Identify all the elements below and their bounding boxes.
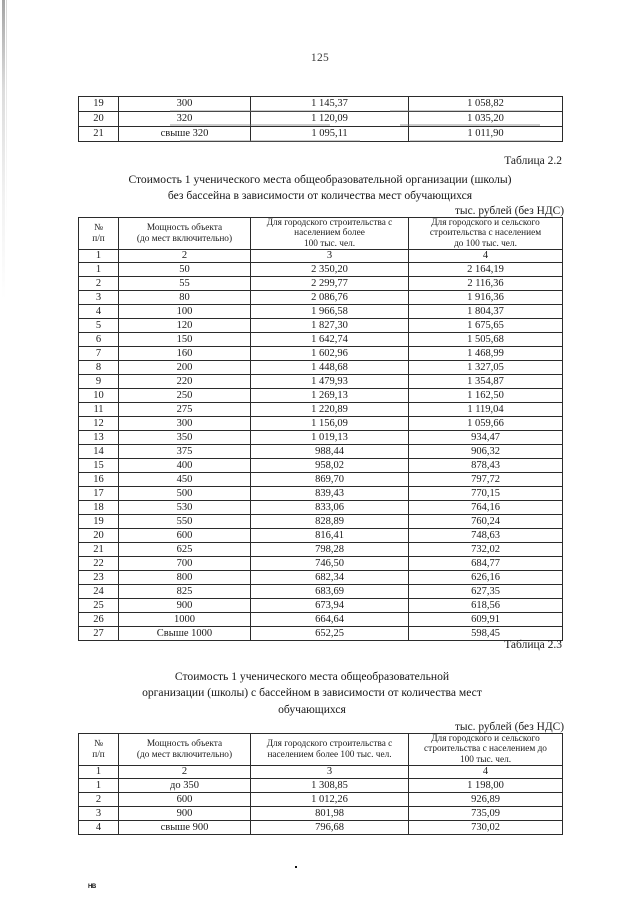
cell-power: 160 [119, 347, 251, 361]
table-23-body [79, 779, 563, 835]
cell-num: 11 [79, 403, 119, 417]
cell-city: 1 012,26 [251, 793, 409, 807]
continued-table [78, 96, 563, 142]
table-row [79, 793, 563, 807]
table-22-head [79, 218, 563, 263]
cell-num: 19 [79, 97, 119, 112]
cell-rural: 934,47 [409, 431, 563, 445]
cell-rural: 1 119,04 [409, 403, 563, 417]
cell-num: 14 [79, 445, 119, 459]
cell-city: 1 448,68 [251, 361, 409, 375]
cell-num: 8 [79, 361, 119, 375]
table-row [79, 821, 563, 835]
cell-num: 10 [79, 389, 119, 403]
cell-city: 1 642,74 [251, 333, 409, 347]
table-row [79, 473, 563, 487]
cell-num: 7 [79, 347, 119, 361]
cell-num: 25 [79, 599, 119, 613]
header-rural-line2: строительства с населением до [424, 744, 547, 755]
cell-num: 24 [79, 585, 119, 599]
table-row [79, 613, 563, 627]
cell-num: 22 [79, 557, 119, 571]
cell-power: 1000 [119, 613, 251, 627]
cell-num: 21 [79, 543, 119, 557]
colnum-1: 1 [79, 250, 119, 263]
cell-num: 15 [79, 459, 119, 473]
table-22 [78, 217, 563, 641]
cell-rural: 2 116,36 [409, 277, 563, 291]
cell-rural: 906,32 [409, 445, 563, 459]
table-row [79, 277, 563, 291]
continued-table-body [79, 97, 563, 142]
cell-power: 350 [119, 431, 251, 445]
cell-city: 839,43 [251, 487, 409, 501]
cell-rural: 1 675,65 [409, 319, 563, 333]
cell-city: 1 966,58 [251, 305, 409, 319]
cell-rural: 1 804,37 [409, 305, 563, 319]
cell-num: 4 [79, 821, 119, 835]
table-23-title-line3: обучающихся [278, 702, 346, 716]
header-rural-line3: до 100 тыс. чел. [454, 238, 517, 249]
table-row [79, 571, 563, 585]
table-23-title-line1: Стоимость 1 ученического места общеобразовательной [174, 670, 450, 683]
cell-rural: 1 035,20 [409, 112, 563, 127]
cell-city: 652,25 [251, 627, 409, 641]
cell-rural: 609,91 [409, 613, 563, 627]
cell-power: 300 [119, 417, 251, 431]
cell-rural: 1 058,82 [409, 97, 563, 112]
table-row [79, 127, 563, 142]
cell-rural: 1 198,00 [409, 779, 563, 793]
table-row [79, 459, 563, 473]
cell-city: 816,41 [251, 529, 409, 543]
colnum-4: 4 [409, 250, 563, 263]
cell-num: 5 [79, 319, 119, 333]
cell-rural: 1 468,99 [409, 347, 563, 361]
cell-num: 16 [79, 473, 119, 487]
cell-rural: 2 164,19 [409, 263, 563, 277]
cell-power: 900 [119, 807, 251, 821]
cell-power: 600 [119, 793, 251, 807]
cell-rural: 797,72 [409, 473, 563, 487]
table-header-row [79, 218, 563, 250]
header-num-line2: п/п [92, 233, 105, 244]
header-power [119, 734, 251, 766]
cell-power: 400 [119, 459, 251, 473]
cell-num: 2 [79, 277, 119, 291]
cell-rural: 878,43 [409, 459, 563, 473]
cell-num: 4 [79, 305, 119, 319]
table-row [79, 263, 563, 277]
header-num-line2: п/п [92, 749, 105, 760]
header-rural [409, 734, 563, 766]
table-row [79, 389, 563, 403]
header-num-line1: № [94, 739, 103, 750]
cell-city: 1 479,93 [251, 375, 409, 389]
table-22-body [79, 263, 563, 641]
cell-power: 150 [119, 333, 251, 347]
header-num-line1: № [94, 223, 103, 234]
cell-city: 682,34 [251, 571, 409, 585]
cell-rural: 1 011,90 [409, 127, 563, 142]
table-row [79, 487, 563, 501]
header-city [251, 218, 409, 250]
table-row [79, 807, 563, 821]
table-row [79, 347, 563, 361]
header-power-line1: Мощность объекта [146, 739, 223, 750]
cell-rural: 770,15 [409, 487, 563, 501]
cell-num: 23 [79, 571, 119, 585]
cell-power: 250 [119, 389, 251, 403]
table-row [79, 375, 563, 389]
cell-rural: 1 505,68 [409, 333, 563, 347]
cell-num: 12 [79, 417, 119, 431]
cell-rural: 684,77 [409, 557, 563, 571]
cell-num: 6 [79, 333, 119, 347]
cell-city: 833,06 [251, 501, 409, 515]
cell-rural: 1 354,87 [409, 375, 563, 389]
cell-num: 17 [79, 487, 119, 501]
colnum-2: 2 [119, 766, 251, 779]
cell-city: 1 602,96 [251, 347, 409, 361]
cell-rural: 1 059,66 [409, 417, 563, 431]
table-row [79, 305, 563, 319]
cell-power: 375 [119, 445, 251, 459]
header-rural-line2: строительства с населением [429, 228, 542, 239]
table-22-title-line1: Стоимость 1 ученического места общеобразовательной организации (школы) [128, 173, 512, 186]
table-row [79, 599, 563, 613]
footer-mark: НВ [88, 884, 96, 890]
table-row [79, 779, 563, 793]
header-power [119, 218, 251, 250]
table-22-title-line2: без бассейна в зависимости от количества мест обучающихся [167, 189, 473, 203]
cell-power: свыше 900 [119, 821, 251, 835]
cell-power: до 350 [119, 779, 251, 793]
header-city-line1: Для городского строительства с [266, 218, 393, 228]
table-row [79, 291, 563, 305]
scan-edge-artifact-secondary [6, 0, 7, 235]
cell-rural: 764,16 [409, 501, 563, 515]
cell-city: 1 827,30 [251, 319, 409, 333]
cell-power: 550 [119, 515, 251, 529]
header-city-line3: 100 тыс. чел. [303, 238, 356, 249]
cell-power: 600 [119, 529, 251, 543]
cell-power: 55 [119, 277, 251, 291]
cell-num: 18 [79, 501, 119, 515]
cell-power: 275 [119, 403, 251, 417]
cell-city: 798,28 [251, 543, 409, 557]
cell-power: 825 [119, 585, 251, 599]
cell-city: 796,68 [251, 821, 409, 835]
table-row [79, 403, 563, 417]
cell-city: 1 145,37 [251, 97, 409, 112]
header-num [79, 218, 119, 250]
cell-num: 20 [79, 529, 119, 543]
cell-rural: 626,16 [409, 571, 563, 585]
table-23-title-line2: организации (школы) с бассейном в зависимости от количества мест [142, 686, 482, 700]
cell-num: 1 [79, 263, 119, 277]
cell-num: 2 [79, 793, 119, 807]
cell-city: 2 086,76 [251, 291, 409, 305]
page-number: 125 [310, 52, 330, 64]
table-23 [78, 733, 563, 835]
scan-edge-artifact [2, 0, 5, 300]
cell-rural: 1 916,36 [409, 291, 563, 305]
cell-city: 801,98 [251, 807, 409, 821]
cell-city: 988,44 [251, 445, 409, 459]
table-row [79, 319, 563, 333]
cell-city: 958,02 [251, 459, 409, 473]
cell-num: 26 [79, 613, 119, 627]
cell-power: 450 [119, 473, 251, 487]
cell-power: 500 [119, 487, 251, 501]
cell-rural: 732,02 [409, 543, 563, 557]
cell-rural: 730,02 [409, 821, 563, 835]
cell-power: 120 [119, 319, 251, 333]
cell-num: 21 [79, 127, 119, 142]
table-23-title [58, 669, 566, 718]
table-column-number-row [79, 250, 563, 263]
table-23-head [79, 734, 563, 779]
colnum-2: 2 [119, 250, 251, 263]
table-row [79, 529, 563, 543]
header-city [251, 734, 409, 766]
cell-power: 100 [119, 305, 251, 319]
cell-city: 828,89 [251, 515, 409, 529]
header-power-line1: Мощность объекта [146, 223, 223, 234]
table-row [79, 97, 563, 112]
header-city-line1: Для городского строительства с [266, 739, 393, 750]
cell-rural: 748,63 [409, 529, 563, 543]
cell-power: Свыше 1000 [119, 627, 251, 641]
cell-power: 200 [119, 361, 251, 375]
header-num [79, 734, 119, 766]
table-row [79, 515, 563, 529]
cell-num: 9 [79, 375, 119, 389]
cell-city: 664,64 [251, 613, 409, 627]
cell-city: 1 095,11 [251, 127, 409, 142]
cell-num: 27 [79, 627, 119, 641]
table-row [79, 445, 563, 459]
table-row [79, 431, 563, 445]
table-row [79, 557, 563, 571]
header-power-line2: (до мест включительно) [136, 749, 233, 760]
cell-power: 80 [119, 291, 251, 305]
cell-num: 3 [79, 807, 119, 821]
cell-rural: 618,56 [409, 599, 563, 613]
cell-power: 50 [119, 263, 251, 277]
header-city-line2: населением более [294, 228, 365, 239]
cell-num: 13 [79, 431, 119, 445]
table-row [79, 501, 563, 515]
colnum-3: 3 [251, 766, 409, 779]
cell-city: 1 019,13 [251, 431, 409, 445]
table-22-units: тыс. рублей (без НДС) [454, 205, 564, 217]
cell-power: 530 [119, 501, 251, 515]
cell-city: 2 350,20 [251, 263, 409, 277]
cell-num: 19 [79, 515, 119, 529]
scan-dot-artifact [295, 866, 297, 868]
cell-num: 1 [79, 779, 119, 793]
cell-power: 320 [119, 112, 251, 127]
cell-city: 746,50 [251, 557, 409, 571]
cell-city: 1 156,09 [251, 417, 409, 431]
cell-power: 800 [119, 571, 251, 585]
header-rural-line1: Для городского и сельского [431, 734, 540, 744]
cell-city: 1 120,09 [251, 112, 409, 127]
table-row [79, 333, 563, 347]
cell-city: 1 269,13 [251, 389, 409, 403]
table-22-label: Таблица 2.2 [504, 155, 562, 167]
table-row [79, 112, 563, 127]
header-power-line2: (до мест включительно) [136, 233, 233, 244]
cell-power: свыше 320 [119, 127, 251, 142]
cell-rural: 1 327,05 [409, 361, 563, 375]
header-rural-line3: 100 тыс. чел. [459, 754, 512, 765]
cell-power: 220 [119, 375, 251, 389]
cell-city: 2 299,77 [251, 277, 409, 291]
cell-num: 20 [79, 112, 119, 127]
header-city-line2: населением более 100 тыс. чел. [267, 749, 392, 760]
table-row [79, 585, 563, 599]
cell-power: 700 [119, 557, 251, 571]
header-rural-line1: Для городского и сельского [431, 218, 540, 228]
table-row [79, 417, 563, 431]
header-rural [409, 218, 563, 250]
cell-city: 1 308,85 [251, 779, 409, 793]
cell-city: 673,94 [251, 599, 409, 613]
colnum-1: 1 [79, 766, 119, 779]
cell-num: 3 [79, 291, 119, 305]
cell-rural: 760,24 [409, 515, 563, 529]
table-column-number-row [79, 766, 563, 779]
colnum-4: 4 [409, 766, 563, 779]
cell-rural: 598,45 [409, 627, 563, 641]
cell-power: 625 [119, 543, 251, 557]
cell-rural: 1 162,50 [409, 389, 563, 403]
table-row [79, 543, 563, 557]
cell-city: 869,70 [251, 473, 409, 487]
colnum-3: 3 [251, 250, 409, 263]
cell-rural: 926,89 [409, 793, 563, 807]
cell-city: 683,69 [251, 585, 409, 599]
table-23-label: Таблица 2.3 [504, 639, 562, 651]
table-23-units: тыс. рублей (без НДС) [454, 721, 564, 733]
cell-rural: 627,35 [409, 585, 563, 599]
table-22-title [38, 172, 602, 205]
cell-power: 900 [119, 599, 251, 613]
cell-power: 300 [119, 97, 251, 112]
cell-city: 1 220,89 [251, 403, 409, 417]
table-row [79, 361, 563, 375]
table-header-row [79, 734, 563, 766]
cell-rural: 735,09 [409, 807, 563, 821]
